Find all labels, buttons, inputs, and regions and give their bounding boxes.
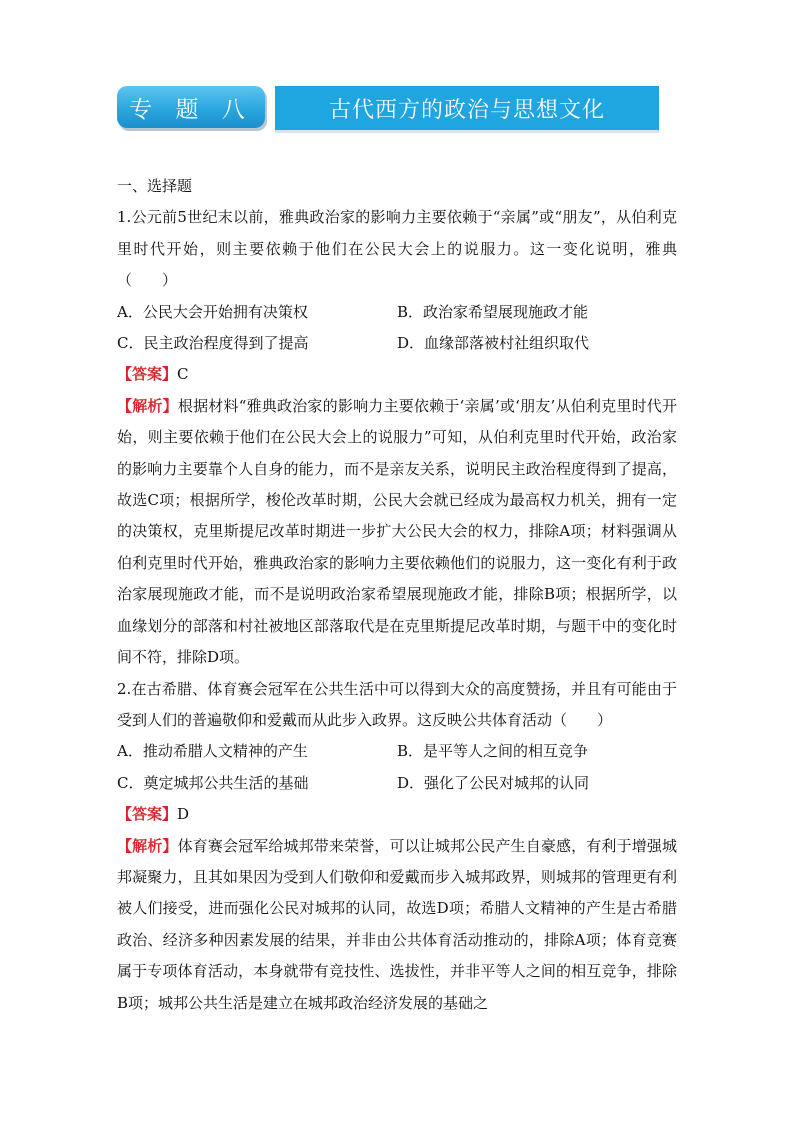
question-stem: 1.公元前5世纪末以前，雅典政治家的影响力主要依赖于“亲属”或“朋友”，从伯利克里时代开始，则主要依赖于他们在公民大会上的说服力。这一变化说明，雅典（ ） — [117, 208, 677, 290]
answer-value: D — [177, 805, 190, 824]
question-stem: 2.在古希腊、体育赛会冠军在公共生活中可以得到大众的高度赞扬，并且有可能由于受到人们的普遍敬仰和爱戴而从此步入政界。这反映公共体育活动（ ） — [117, 679, 677, 729]
question-1 — [117, 202, 677, 673]
options-row — [117, 297, 677, 328]
topic-header — [117, 86, 659, 132]
option-c: C．奠定城邦公共生活的基础 — [117, 773, 309, 792]
option-b: B．是平等人之间的相互竞争 — [397, 742, 589, 761]
header-divider — [267, 86, 275, 132]
options-row — [117, 328, 677, 359]
option-c: C．民主政治程度得到了提高 — [117, 334, 309, 353]
answer-line — [117, 799, 677, 830]
analysis-paragraph — [117, 391, 677, 674]
answer-value: C — [177, 365, 189, 384]
analysis-tag: 【解析】 — [117, 396, 178, 415]
analysis-text: 体育赛会冠军给城邦带来荣誉，可以让城邦公民产生自豪感，有利于增强城邦凝聚力，且其如果因为受到人们敬仰和爱戴而步入城邦政界，则城邦的管理更有利被人们接受，进而强化公民对城邦的认同，故选D项；希腊人文精神的产生是古希腊政治、经济多种因素发展的结果，并非由公共体育活动推动的，排除A项；体育竞赛属于专项体育活动，本身就带有竞技性、选拔性，并非平等人之间的相互竞争，排除B项；城邦公共生活是建立在城邦政治经济发展的基础之 — [117, 836, 677, 1012]
question-2 — [117, 674, 677, 1019]
analysis-text: 根据材料“雅典政治家的影响力主要依赖于‘亲属’或‘朋友’从伯利克里时代开始，则主要依赖于他们在公民大会上的说服力”可知，从伯利克里时代开始，政治家的影响力主要靠个人自身的能力，而不是亲友关系，说明民主政治程度得到了提高，故选C项；根据所学，梭伦改革时期，公民大会就已经成为最高权力机关，拥有一定的决策权，克里斯提尼改革时期进一步扩大公民大会的权力，排除A项；材料强调从伯利克里时代开始，雅典政治家的影响力主要依赖他们的说服力，这一变化有利于政治家展现施政才能，而不是说明政治家希望展现施政才能，排除B项；根据所学，以血缘划分的部落和村社被地区部落取代是在克里斯提尼改革时期，与题干中的变化时间不符，排除D项。 — [117, 396, 677, 667]
answer-line — [117, 359, 677, 390]
analysis-paragraph — [117, 831, 677, 1019]
option-b: B．政治家希望展现施政才能 — [397, 302, 589, 321]
topic-title: 古代西方的政治与思想文化 — [275, 86, 659, 130]
options-row — [117, 768, 677, 799]
document-body — [117, 171, 677, 1019]
option-d: D．血缘部落被村社组织取代 — [397, 334, 590, 353]
options-row — [117, 736, 677, 767]
topic-badge: 专 题 八 — [117, 86, 265, 128]
option-a: A．推动希腊人文精神的产生 — [117, 742, 308, 761]
answer-tag: 【答案】 — [117, 365, 178, 384]
section-title: 一、选择题 — [117, 177, 193, 195]
option-d: D．强化了公民对城邦的认同 — [397, 773, 590, 792]
analysis-tag: 【解析】 — [117, 836, 178, 855]
option-a: A．公民大会开始拥有决策权 — [117, 302, 308, 321]
answer-tag: 【答案】 — [117, 805, 178, 824]
